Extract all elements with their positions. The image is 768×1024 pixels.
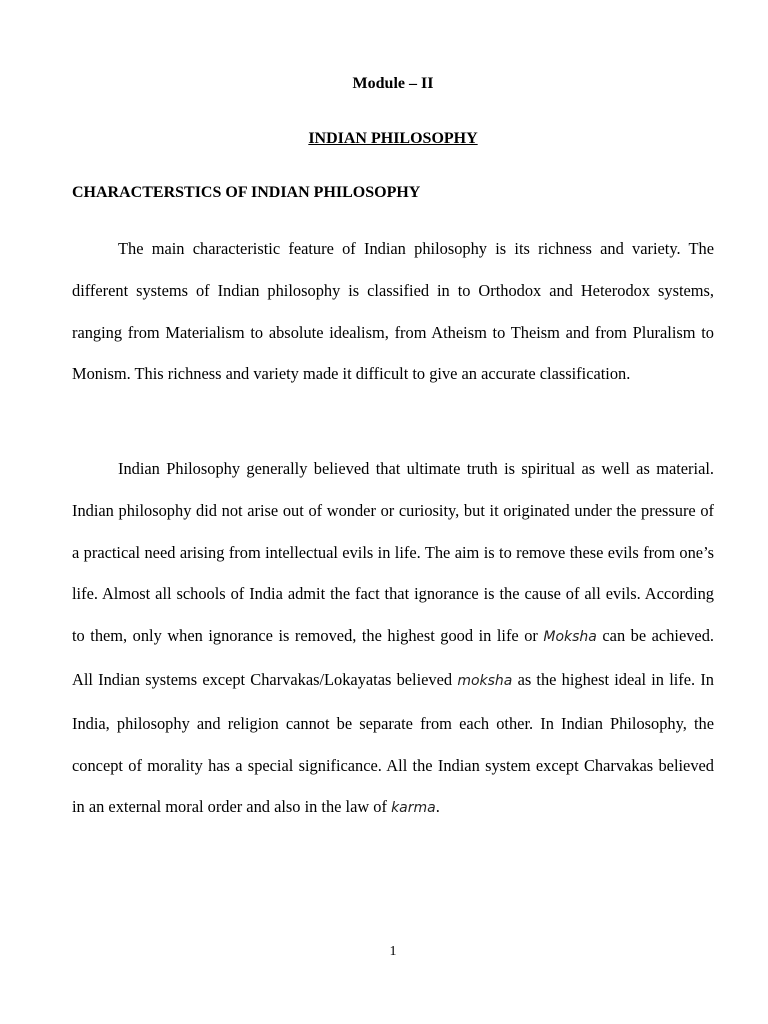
paragraph-2-text-2: can be achieved. All Indian systems except Charvakas/Lokayatas believed xyxy=(72,626,714,689)
paragraph-2-text-1: Indian Philosophy generally believed that ultimate truth is spiritual as well as material. Indian philosophy did not arise out of wonder or curiosity, but it originated under the pressure of a practical need arising from intellectual evils in life. The aim is to remove these evils from one’s life. Almost all schools of India admit the fact that ignorance is the cause of all evils. According to them, only when ignorance is removed, the highest good in life or xyxy=(72,459,714,646)
paragraph-2 xyxy=(72,448,714,830)
paragraph-2-text-4: . xyxy=(435,797,440,817)
paragraph-2-text-3: as the highest ideal in life. In India, philosophy and religion cannot be separate from each other. In Indian Philosophy, the concept of morality has a special significance. All the Indian system except Charvakas believed in an external moral order and also in the law of xyxy=(72,669,714,817)
page-title: INDIAN PHILOSOPHY xyxy=(308,130,478,147)
moksha-term: Moksha xyxy=(543,629,597,646)
moksha-term-lowercase: moksha xyxy=(457,672,513,689)
paragraph-1: The main characteristic feature of Indian philosophy is its richness and variety. The different systems of Indian philosophy is classified in to Orthodox and Heterodox systems, ranging from Materialism to absolute idealism, from Atheism to Theism and from Pluralism to Monism. This richness and variety made it difficult to give an accurate classification. xyxy=(72,239,714,384)
karma-term: karma xyxy=(391,800,436,817)
section-heading: CHARACTERSTICS OF INDIAN PHILOSOPHY xyxy=(72,184,421,201)
page-number: 1 xyxy=(389,944,397,959)
module-title: Module – II xyxy=(352,75,434,92)
